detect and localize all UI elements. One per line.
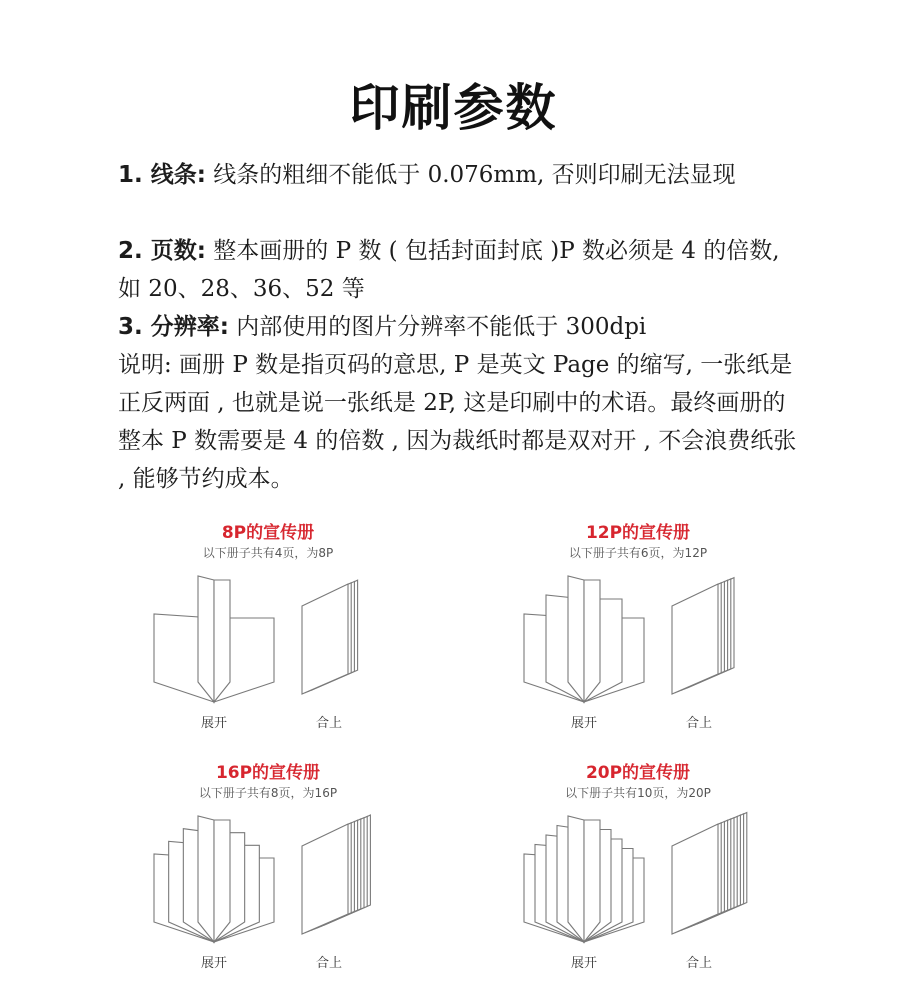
item-lines xyxy=(118,156,798,194)
open-page-left-3 xyxy=(568,576,584,702)
item-resolution-label: 3. 分辨率: xyxy=(118,314,229,340)
open-page-right-4 xyxy=(214,820,230,942)
item-pages xyxy=(118,232,798,308)
closed-booklet xyxy=(672,578,734,694)
open-label: 展开 xyxy=(570,956,597,971)
diagram-20p xyxy=(488,758,788,973)
diagram-8p xyxy=(118,518,418,733)
booklet-illustration xyxy=(488,802,788,952)
closed-booklet xyxy=(302,815,370,934)
diagram-title: 16P的宣传册 xyxy=(215,763,321,783)
closed-sheet-1 xyxy=(672,824,718,934)
open-label: 展开 xyxy=(570,716,597,731)
diagram-subtitle: 以下册子共有4页，为8P xyxy=(202,546,334,560)
open-booklet xyxy=(154,816,274,942)
closed-sheet-1 xyxy=(302,584,348,694)
closed-booklet xyxy=(672,812,747,934)
open-label: 展开 xyxy=(200,716,227,731)
diagram-subtitle: 以下册子共有8页，为16P xyxy=(198,786,338,800)
note-paragraph: 说明: 画册 P 数是指页码的意思, P 是英文 Page 的缩写, 一张纸是正反两面 , 也就是说一张纸是 2P, 这是印刷中的术语。最终画册的整本 P 数需要是 4 的倍数 , 因为裁纸时都是双对开 , 不会浪费纸张 , 能够节约成本。 xyxy=(118,352,797,492)
closed-label: 合上 xyxy=(315,716,342,731)
item-resolution xyxy=(118,308,798,346)
diagram-16p xyxy=(118,758,418,973)
open-page-right-2 xyxy=(214,580,230,702)
closed-sheet-1 xyxy=(672,584,718,694)
diagram-title: 20P的宣传册 xyxy=(585,763,691,783)
item-pages-label: 2. 页数: xyxy=(118,238,206,264)
diagram-12p xyxy=(488,518,788,733)
open-page-left-4 xyxy=(198,816,214,942)
closed-sheet-1 xyxy=(302,824,348,934)
closed-label: 合上 xyxy=(685,716,712,731)
booklet-illustration xyxy=(118,562,418,712)
closed-label: 合上 xyxy=(685,956,712,971)
open-page-left-2 xyxy=(198,576,214,702)
closed-label: 合上 xyxy=(315,956,342,971)
open-page-left-5 xyxy=(568,816,584,942)
booklet-illustration xyxy=(118,802,418,952)
diagram-subtitle: 以下册子共有6页，为12P xyxy=(568,546,708,560)
open-booklet xyxy=(154,576,274,702)
closed-booklet xyxy=(302,580,358,694)
item-pages-text: 整本画册的 P 数 ( 包括封面封底 )P 数必须是 4 的倍数, 如 20、28、36、52 等 xyxy=(118,238,780,302)
open-booklet xyxy=(524,576,644,702)
item-resolution-text: 内部使用的图片分辨率不能低于 300dpi xyxy=(236,314,647,340)
diagram-subtitle: 以下册子共有10页，为20P xyxy=(565,786,711,800)
open-page-right-5 xyxy=(584,820,600,942)
open-page-right-3 xyxy=(584,580,600,702)
diagram-title: 12P的宣传册 xyxy=(585,523,691,543)
item-lines-text: 线条的粗细不能低于 0.076mm, 否则印刷无法显现 xyxy=(213,162,736,188)
item-lines-label: 1. 线条: xyxy=(118,162,206,188)
open-label: 展开 xyxy=(200,956,227,971)
diagram-title: 8P的宣传册 xyxy=(221,523,315,543)
open-booklet xyxy=(524,816,644,942)
page-title: 印刷参数 xyxy=(349,79,558,137)
booklet-illustration xyxy=(488,562,788,712)
